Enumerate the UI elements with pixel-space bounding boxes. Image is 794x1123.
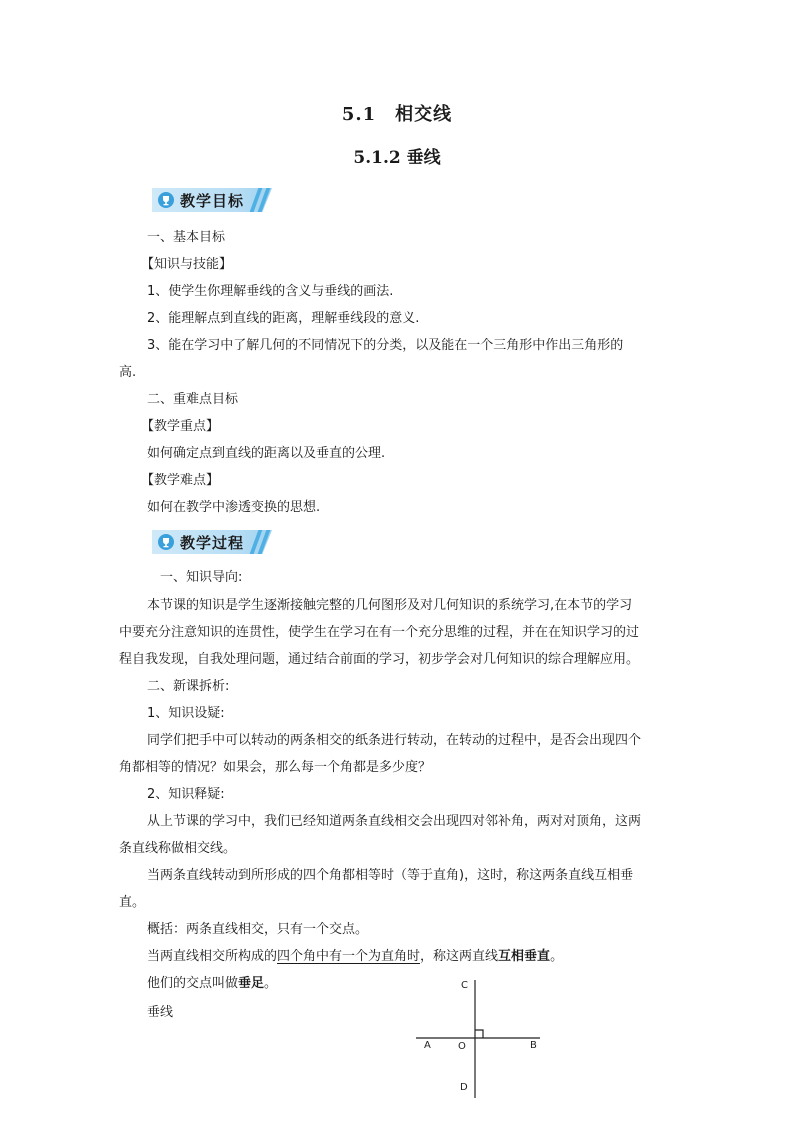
process-heading: 二、新课拆析:	[147, 679, 230, 694]
text-run: 他们的交点叫做	[147, 976, 239, 991]
underlined-text: 四个角中有一个为直角时	[277, 949, 421, 964]
page-subtitle: 5.1.2 垂线	[353, 148, 441, 168]
objective-line: 【教学难点】	[141, 473, 220, 488]
objective-line: 2、能理解点到直线的距离，理解垂线段的意义.	[147, 311, 420, 326]
process-paragraph: 垂线	[147, 1005, 174, 1020]
process-paragraph: 中要充分注意知识的连贯性，使学生在学习在有一个充分思维的过程，并在在知识学习的过	[119, 625, 640, 640]
section-header-process	[152, 530, 272, 554]
process-paragraph: 概括：两条直线相交，只有一个交点。	[147, 922, 369, 937]
text-run: 。	[264, 976, 278, 991]
page-title: 5.1 相交线	[341, 104, 453, 125]
definition-foot	[147, 974, 277, 994]
process-paragraph: 同学们把手中可以转动的两条相交的纸条进行转动，在转动的过程中，是否会出现四个	[147, 733, 642, 748]
trophy-icon	[158, 192, 174, 208]
point-label-d: D	[460, 1082, 468, 1093]
objective-line: 【知识与技能】	[141, 257, 233, 272]
perpendicular-lines-svg	[410, 976, 550, 1100]
objective-line: 【教学重点】	[141, 419, 220, 434]
text-run: 当两直线相交所构成的	[147, 949, 278, 964]
objective-line: 高.	[119, 365, 137, 380]
process-heading: 一、知识导向:	[160, 570, 243, 585]
objective-line: 3、能在学习中了解几何的不同情况下的分类，以及能在一个三角形中作出三角形的	[147, 338, 624, 353]
process-paragraph: 程自我发现，自我处理问题，通过结合前面的学习，初步学会对几何知识的综合理解应用。	[119, 652, 640, 667]
section-header-objectives	[152, 188, 272, 212]
process-paragraph: 直。	[119, 895, 146, 910]
objective-line: 1、使学生你理解垂线的含义与垂线的画法.	[147, 284, 394, 299]
point-label-a: A	[424, 1040, 431, 1051]
text-run: 。	[550, 949, 564, 964]
perpendicular-diagram	[410, 976, 550, 1100]
process-heading: 1、知识设疑:	[147, 706, 225, 721]
objective-line: 如何在教学中渗透变换的思想.	[147, 500, 321, 515]
process-paragraph: 条直线称做相交线。	[119, 841, 237, 856]
objective-line: 如何确定点到直线的距离以及垂直的公理.	[147, 446, 386, 461]
right-angle-mark	[475, 1030, 483, 1038]
process-paragraph: 当两条直线转动到所形成的四个角都相等时（等于直角)，这时，称这两条直线互相垂	[147, 868, 634, 883]
objective-line: 二、重难点目标	[147, 392, 239, 407]
section-label-objectives: 教学目标	[180, 192, 245, 210]
text-run: ，称这两直线	[420, 949, 499, 964]
definition-perpendicular	[147, 947, 563, 967]
point-label-b: B	[530, 1040, 537, 1051]
trophy-icon	[158, 534, 174, 550]
point-label-o: O	[458, 1041, 466, 1052]
bold-term: 垂足	[238, 976, 265, 991]
process-heading: 2、知识释疑:	[147, 787, 225, 802]
process-paragraph: 角都相等的情况？如果会，那么每一个角都是多少度？	[119, 760, 432, 775]
objective-line: 一、基本目标	[147, 230, 226, 245]
process-paragraph: 从上节课的学习中，我们已经知道两条直线相交会出现四对邻补角，两对对顶角，这两	[147, 814, 642, 829]
bold-term: 互相垂直	[498, 949, 551, 964]
point-label-c: C	[461, 980, 468, 991]
process-paragraph: 本节课的知识是学生逐渐接触完整的几何图形及对几何知识的系统学习,在本节的学习	[147, 598, 633, 613]
section-label-process: 教学过程	[180, 534, 245, 552]
